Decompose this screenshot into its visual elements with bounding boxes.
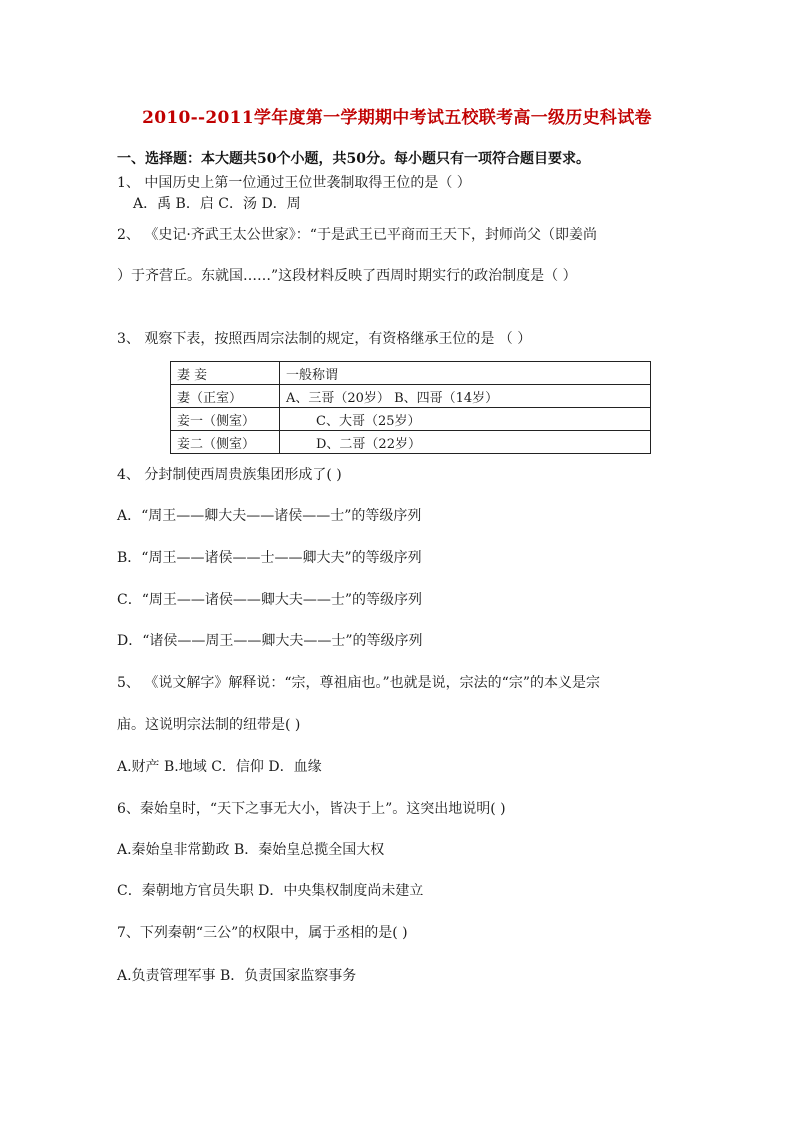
table-row: [171, 362, 651, 385]
question-5-options: A.财产 B.地域 C．信仰 D．血缘: [117, 759, 322, 775]
table-header-cell: 妻 妾: [171, 362, 280, 385]
table-row: [171, 385, 651, 408]
succession-table: [170, 361, 651, 454]
question-4-option-a: A．“周王——卿大夫——诸侯——士”的等级序列: [117, 508, 422, 524]
table-cell: 妾二（侧室）: [171, 431, 280, 454]
table-cell: 妻（正室）: [171, 385, 280, 408]
question-5-line1: 5、 《说文解字》解释说：“宗，尊祖庙也。”也就是说，宗法的“宗”的本义是宗: [117, 675, 600, 691]
question-3-stem: 3、 观察下表，按照西周宗法制的规定，有资格继承王位的是 （ ）: [117, 331, 532, 347]
question-4-option-b: B．“周王——诸侯——士——卿大夫”的等级序列: [117, 550, 422, 566]
question-7-stem: 7、下列秦朝“三公”的权限中，属于丞相的是( ): [117, 925, 408, 941]
question-4-option-c: C．“周王——诸侯——卿大夫——士”的等级序列: [117, 592, 423, 608]
question-6-options-cd: C．秦朝地方官员失职 D．中央集权制度尚未建立: [117, 883, 424, 899]
table-header-cell: 一般称谓: [280, 362, 651, 385]
question-6-options-ab: A.秦始皇非常勤政 B．秦始皇总揽全国大权: [117, 842, 385, 858]
table-cell: 妾一（侧室）: [171, 408, 280, 431]
question-2-line2: ）于齐营丘。东就国……”这段材料反映了西周时期实行的政治制度是（ ）: [117, 268, 577, 284]
question-6-stem: 6、秦始皇时，“天下之事无大小，皆决于上”。这突出地说明( ): [117, 801, 506, 817]
question-4-stem: 4、 分封制使西周贵族集团形成了( ): [117, 467, 342, 483]
question-5-line2: 庙。这说明宗法制的纽带是( ): [117, 717, 301, 733]
table-cell: C、大哥（25岁）: [280, 408, 651, 431]
section-heading: 一、选择题：本大题共50个小题，共50分。每小题只有一项符合题目要求。: [117, 151, 590, 167]
question-1-stem: 1、 中国历史上第一位通过王位世袭制取得王位的是（ ）: [117, 175, 471, 191]
question-7-options-ab: A.负责管理军事 B．负责国家监察事务: [117, 968, 357, 984]
question-1-options: A．禹 B．启 C．汤 D．周: [133, 196, 301, 212]
question-4-option-d: D．“诸侯——周王——卿大夫——士”的等级序列: [117, 633, 423, 649]
question-2-line1: 2、 《史记·齐武王太公世家》：“于是武王已平商而王天下，封师尚父（即姜尚: [117, 227, 597, 243]
table-row: [171, 408, 651, 431]
table-row: [171, 431, 651, 454]
table-cell: D、二哥（22岁）: [280, 431, 651, 454]
exam-title: 2010--2011学年度第一学期期中考试五校联考高一级历史科试卷: [142, 108, 652, 128]
table-cell: A、三哥（20岁） B、四哥（14岁）: [280, 385, 651, 408]
